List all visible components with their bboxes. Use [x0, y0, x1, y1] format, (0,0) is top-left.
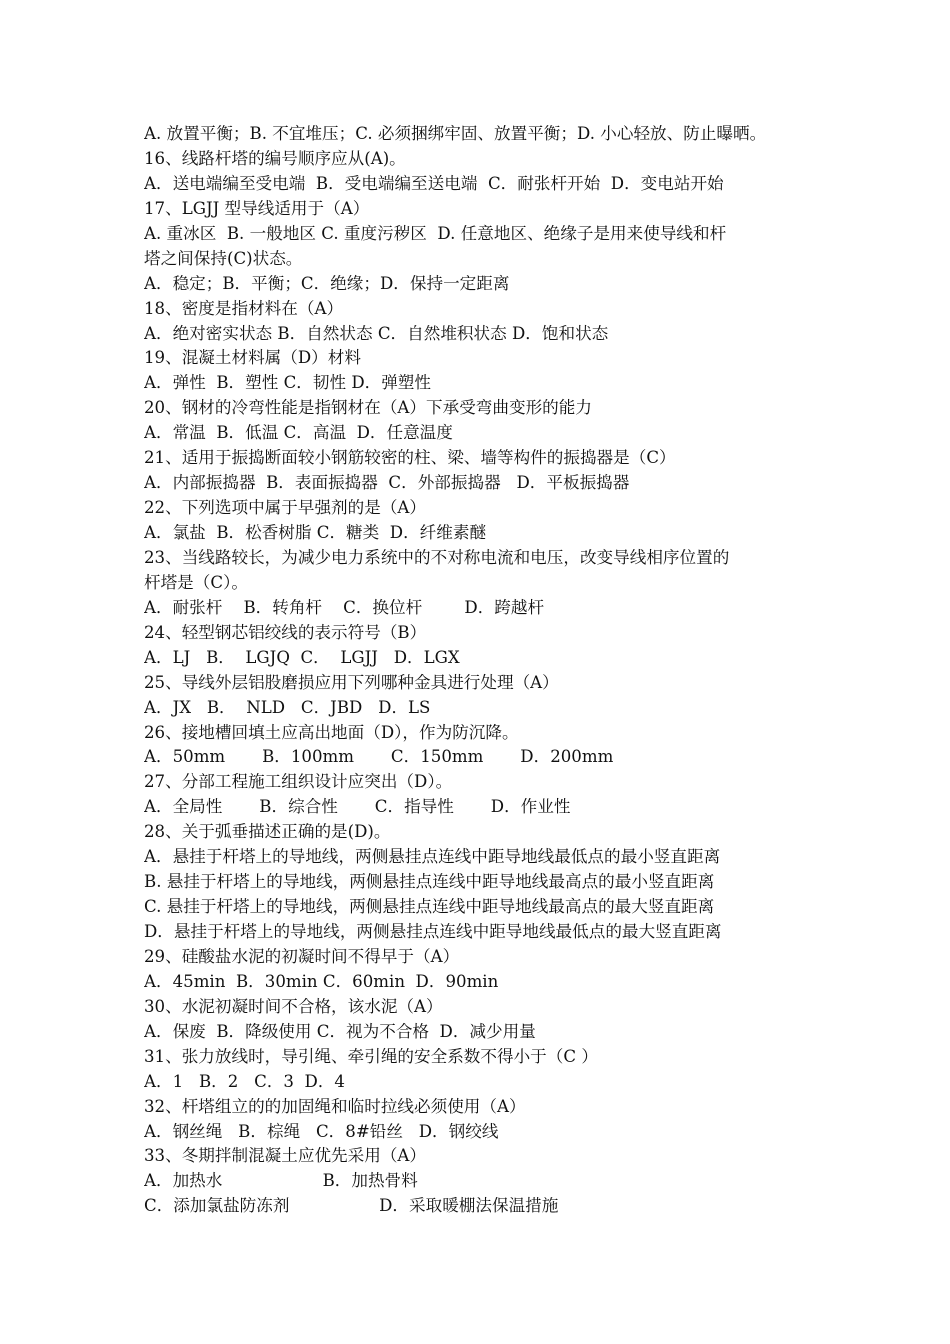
text-line: A．悬挂于杆塔上的导地线，两侧悬挂点连线中距导地线最低点的最小竖直距离 [144, 847, 721, 867]
text-line: 33、冬期拌制混凝土应优先采用（A） [144, 1146, 427, 1166]
document-body [144, 122, 812, 1219]
text-line: A. 重冰区 B. 一般地区 C. 重度污秽区 D. 任意地区、绝缘子是用来使导线和杆 [144, 223, 727, 243]
text-line: 27、分部工程施工组织设计应突出（D）。 [144, 772, 453, 792]
text-line: A．氯盐 B．松香树脂 C．糖类 D．纤维素醚 [144, 523, 487, 542]
text-line: 28、关于弧垂描述正确的是(D)。 [144, 822, 391, 842]
text-line: A．钢丝绳 B．棕绳 C．8#铅丝 D．钢绞线 [144, 1121, 499, 1141]
text-line: C. 悬挂于杆塔上的导地线，两侧悬挂点连线中距导地线最高点的最大竖直距离 [144, 897, 715, 917]
text-line: A．1 B．2 C．3 D．4 [144, 1071, 345, 1091]
text-line: D．悬挂于杆塔上的导地线，两侧悬挂点连线中距导地线最低点的最大竖直距离 [144, 922, 722, 941]
text-line: A．耐张杆 B．转角杆 C．换位杆 D．跨越杆 [144, 597, 545, 617]
text-line: A．JX B． NLD C．JBD D．LS [144, 697, 431, 717]
text-line: A．绝对密实状态 B．自然状态 C．自然堆积状态 D．饱和状态 [144, 323, 609, 343]
text-line: 18、密度是指材料在（A） [144, 298, 344, 318]
text-line: A．稳定；B．平衡；C．绝缘；D．保持一定距离 [144, 273, 510, 293]
text-line: 塔之间保持(C)状态。 [144, 248, 303, 268]
text-line: 17、LGJJ 型导线适用于（A） [144, 198, 370, 218]
text-line: 22、下列选项中属于早强剂的是（A） [144, 498, 427, 518]
text-line: A．加热水 B．加热骨料 [144, 1171, 418, 1191]
text-line: B. 悬挂于杆塔上的导地线，两侧悬挂点连线中距导地线最高点的最小竖直距离 [144, 872, 715, 892]
text-line: 26、接地槽回填土应高出地面（D），作为防沉降。 [144, 722, 519, 742]
text-line: A．常温 B．低温 C．高温 D．任意温度 [144, 423, 453, 443]
text-line: 30、水泥初凝时间不合格，该水泥（A） [144, 996, 443, 1016]
text-line: 29、硅酸盐水泥的初凝时间不得早于（A） [144, 946, 460, 966]
text-line: A．送电端编至受电端 B．受电端编至送电端 C．耐张杆开始 D．变电站开始 [144, 173, 724, 193]
text-line: A．弹性 B．塑性 C．韧性 D．弹塑性 [144, 373, 431, 393]
text-line: A．45min B．30min C．60min D．90min [144, 971, 499, 991]
text-line: 31、张力放线时，导引绳、牵引绳的安全系数不得小于（C ） [144, 1046, 598, 1066]
text-line: 23、当线路较长，为减少电力系统中的不对称电流和电压，改变导线相序位置的 [144, 547, 730, 567]
text-line: A．50mm B．100mm C．150mm D．200mm [144, 747, 614, 767]
text-line: 32、杆塔组立的的加固绳和临时拉线必须使用（A） [144, 1096, 526, 1116]
text-line: 杆塔是（C）。 [144, 572, 248, 592]
text-line: 25、导线外层铝股磨损应用下列哪种金具进行处理（A） [144, 672, 559, 692]
text-line: A．保废 B．降级使用 C．视为不合格 D．减少用量 [144, 1021, 536, 1041]
text-line: A．LJ B． LGJQ C． LGJJ D．LGX [144, 647, 460, 667]
text-line: 21、适用于振捣断面较小钢筋较密的柱、梁、墙等构件的振捣器是（C） [144, 448, 676, 468]
text-line: 19、混凝土材料属（D）材料 [144, 348, 361, 368]
text-line: 20、钢材的冷弯性能是指钢材在（A）下承受弯曲变形的能力 [144, 398, 592, 418]
text-line: A. 放置平衡；B. 不宜堆压；C. 必须捆绑牢固、放置平衡；D. 小心轻放、防止曝晒。 [144, 124, 767, 143]
text-line: C．添加氯盐防冻剂 D．采取暖棚法保温措施 [144, 1196, 559, 1216]
text-line: 16、线路杆塔的编号顺序应从(A)。 [144, 148, 406, 168]
text-line: 24、轻型钢芯铝绞线的表示符号（B） [144, 622, 427, 642]
text-line: A．全局性 B．综合性 C．指导性 D．作业性 [144, 797, 571, 817]
text-line: A．内部振捣器 B．表面振捣器 C．外部振捣器 D．平板振捣器 [144, 473, 630, 493]
